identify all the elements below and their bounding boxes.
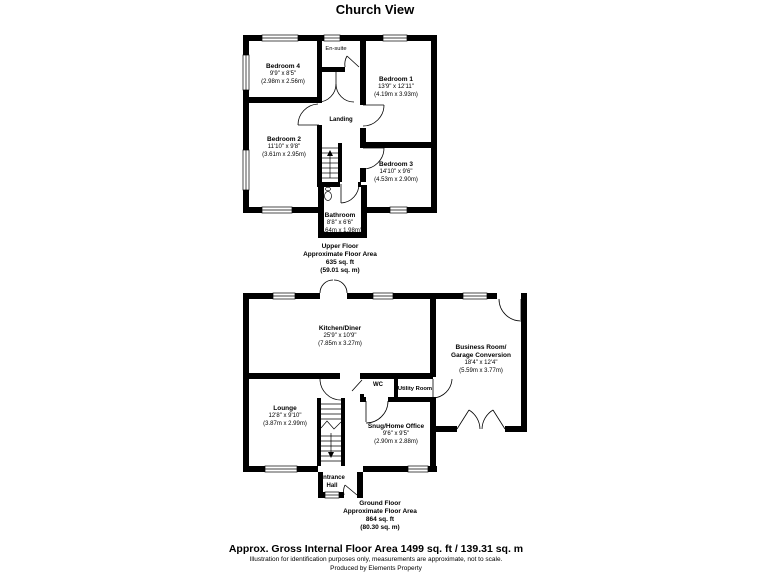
room-label-kitchen-diner bbox=[318, 325, 362, 348]
room-name: Entrance bbox=[319, 475, 345, 481]
room-dims-imperial: 18'4" x 12'4" bbox=[464, 360, 498, 367]
room-dims-imperial: 14'10" x 9'6" bbox=[379, 169, 413, 176]
room-label-bedroom-1 bbox=[374, 76, 418, 99]
ground-floor-stairs bbox=[321, 404, 341, 461]
room-name: Snug/Home Office bbox=[367, 423, 425, 430]
room-dims-imperial: 25'9" x 10'9" bbox=[323, 333, 357, 340]
room-dims-metric: (3.61m x 2.95m) bbox=[262, 151, 306, 158]
room-dims-metric: (4.53m x 2.90m) bbox=[374, 176, 418, 183]
room-name: Utility Room bbox=[397, 386, 433, 392]
room-name: Bedroom 4 bbox=[266, 63, 300, 70]
room-name: Bedroom 3 bbox=[379, 161, 413, 168]
room-label-wc bbox=[373, 382, 383, 390]
room-name: Bedroom 1 bbox=[379, 76, 413, 83]
room-label-bedroom-3 bbox=[374, 161, 418, 184]
room-name: WC bbox=[373, 382, 383, 388]
room-label-ensuite bbox=[325, 46, 346, 53]
room-label-entrance-hall bbox=[319, 475, 345, 490]
room-label-bathroom bbox=[318, 212, 362, 235]
disclaimer-text: Illustration for identification purposes only, measurements are approximate, not to scale. bbox=[249, 556, 503, 563]
room-dims-metric: (2.90m x 2.88m) bbox=[374, 438, 418, 445]
room-dims-imperial: 11'10" x 9'8" bbox=[267, 144, 301, 151]
room-name: Bathroom bbox=[324, 212, 356, 219]
upper-floor-stairs bbox=[322, 148, 338, 178]
caption-line: Upper Floor bbox=[321, 243, 359, 250]
caption-line: Approximate Floor Area bbox=[303, 251, 377, 259]
room-dims-metric: (2.64m x 1.98m) bbox=[318, 227, 362, 234]
caption-line: 635 sq. ft bbox=[325, 259, 355, 267]
room-dims-metric: (3.87m x 2.99m) bbox=[263, 420, 307, 427]
room-label-snug-home-office bbox=[368, 423, 424, 446]
room-name: Lounge bbox=[273, 405, 297, 412]
room-name: Landing bbox=[329, 117, 353, 123]
room-name: Business Room/ bbox=[455, 344, 507, 351]
room-dims-imperial: 8'8" x 6'6" bbox=[326, 220, 354, 227]
room-name: Garage Conversion bbox=[451, 352, 511, 360]
caption-line: Approximate Floor Area bbox=[343, 508, 417, 516]
room-name: Bedroom 2 bbox=[267, 136, 301, 143]
room-dims-imperial: 12'8" x 9'10" bbox=[268, 413, 302, 420]
room-dims-imperial: 9'6" x 9'5" bbox=[382, 431, 410, 438]
page-title: Church View bbox=[335, 2, 415, 17]
producer-text: Produced by Elements Property bbox=[330, 565, 422, 572]
ground-floor-caption bbox=[343, 500, 417, 533]
room-label-landing bbox=[329, 117, 352, 125]
caption-line: Ground Floor bbox=[359, 500, 401, 507]
room-dims-metric: (4.19m x 3.93m) bbox=[374, 91, 418, 98]
room-name: Hall bbox=[326, 482, 338, 489]
room-dims-imperial: 9'9" x 8'5" bbox=[269, 71, 297, 78]
caption-line: (59.01 sq. m) bbox=[320, 267, 360, 275]
toilet-icon bbox=[325, 187, 332, 200]
upper-floor-caption bbox=[303, 243, 377, 276]
caption-line: 864 sq. ft bbox=[365, 516, 395, 524]
caption-line: (80.30 sq. m) bbox=[360, 524, 400, 532]
room-label-lounge bbox=[263, 405, 307, 428]
room-label-utility-room bbox=[398, 386, 432, 393]
room-dims-metric: (2.98m x 2.56m) bbox=[261, 78, 305, 85]
room-label-bedroom-2 bbox=[262, 136, 306, 159]
room-dims-metric: (7.85m x 3.27m) bbox=[318, 340, 362, 347]
room-label-bedroom-4 bbox=[261, 63, 305, 86]
room-label-business-room bbox=[451, 344, 511, 375]
room-name: En-suite bbox=[325, 46, 347, 52]
room-dims-metric: (5.59m x 3.77m) bbox=[459, 367, 503, 374]
room-name: Kitchen/Diner bbox=[318, 325, 362, 332]
total-floor-area: Approx. Gross Internal Floor Area 1499 sq. ft / 139.31 sq. m bbox=[228, 543, 524, 555]
room-dims-imperial: 13'9" x 12'11" bbox=[378, 84, 414, 91]
